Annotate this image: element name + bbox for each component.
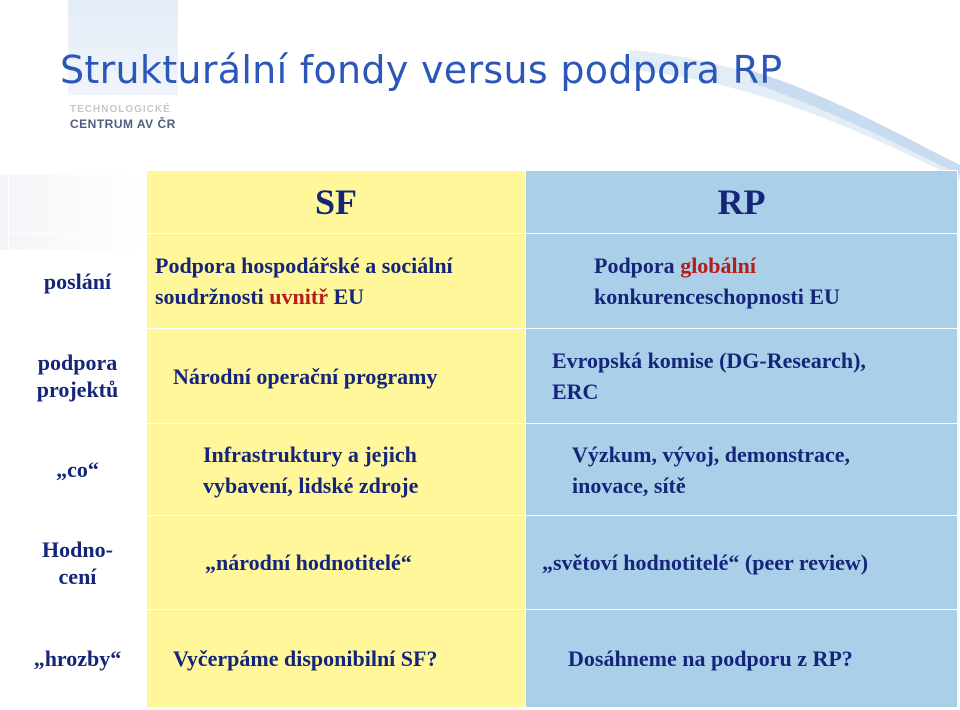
logo-line-2: CENTRUM AV ČR — [70, 117, 176, 131]
rp-cell — [526, 234, 958, 329]
rp-cell — [526, 424, 958, 516]
row-label-line: Hodno- — [42, 536, 113, 562]
row-label-line: podpora — [37, 350, 118, 375]
table-row — [9, 329, 958, 424]
sf-text-line — [155, 281, 525, 312]
rp-text-line — [594, 250, 957, 281]
comparison-table — [8, 170, 958, 708]
row-label-line: cení — [58, 563, 97, 589]
rp-text: Dosáhneme na podporu z RP? — [568, 646, 853, 671]
logo — [70, 103, 176, 131]
header-row — [9, 171, 958, 234]
sf-cell — [147, 516, 526, 610]
row-label: „co“ — [9, 424, 147, 516]
rp-cell — [526, 329, 958, 424]
sf-text-line: vybavení, lidské zdroje — [203, 472, 419, 498]
rp-cell — [526, 610, 958, 708]
row-label-line: projektů — [36, 377, 119, 402]
sf-text: Vyčerpáme disponibilní SF? — [173, 646, 438, 671]
rp-text-line: Evropská komise (DG-Research), — [552, 348, 866, 373]
rp-highlight: globální — [680, 253, 756, 278]
table-row — [9, 424, 958, 516]
rp-cell — [526, 516, 958, 610]
sf-text-line: Infrastruktury a jejich — [203, 441, 417, 467]
rp-text-line: ERC — [552, 379, 599, 404]
table-row — [9, 234, 958, 329]
logo-line-1: TECHNOLOGICKÉ — [70, 104, 171, 115]
row-label: „hrozby“ — [9, 610, 147, 708]
row-label: poslání — [9, 234, 147, 329]
rp-text: „světoví hodnotitelé“ (peer review) — [542, 550, 869, 575]
slide-title: Strukturální fondy versus podpora RP — [60, 48, 783, 92]
sf-cell — [147, 329, 526, 424]
rp-text-line: Výzkum, vývoj, demonstrace, — [572, 441, 851, 467]
sf-cell — [147, 424, 526, 516]
table-row — [9, 610, 958, 708]
sf-text-part: soudržnosti — [155, 284, 270, 309]
sf-text: „národní hodnotitelé“ — [205, 550, 412, 575]
row-label — [9, 516, 147, 610]
rp-text-part: Podpora — [594, 253, 681, 278]
table-row — [9, 516, 958, 610]
sf-text-line: Podpora hospodářské a sociální — [155, 253, 453, 278]
rp-text-line: konkurenceschopnosti EU — [594, 284, 840, 309]
sf-text: Národní operační programy — [173, 363, 438, 389]
header-rp: RP — [526, 171, 958, 234]
header-empty-cell — [9, 171, 147, 234]
sf-cell — [147, 234, 526, 329]
rp-text-line: inovace, sítě — [572, 472, 686, 498]
row-label — [9, 329, 147, 424]
sf-text-part: EU — [327, 284, 365, 309]
sf-highlight: uvnitř — [269, 284, 328, 309]
header-sf: SF — [147, 171, 526, 234]
sf-cell — [147, 610, 526, 708]
